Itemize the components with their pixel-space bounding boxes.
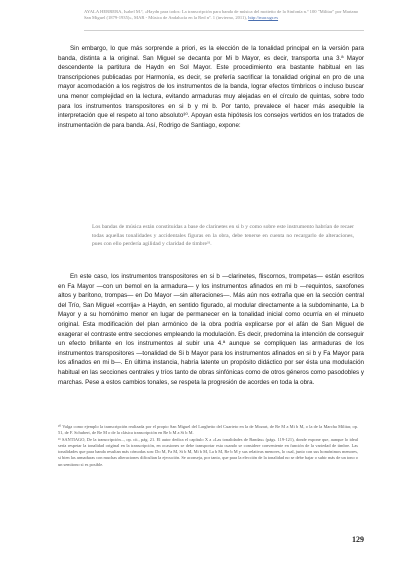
header-citation: AYALA HERRERA, Isabel M.ª, «Haydn para todos: La transcripción para banda de música del mottetto de la Sinfonía n.º 100 "Militar" por Mariano San Miguel (1879-1935)», MAR - Música de Andalucía en la Red nº. 1 (invierno, 2011), [84,9,359,20]
paragraph-2: En este caso, los instrumentos transpositores en si b —clarinetes, fliscornos, trompetas— están escritos en Fa Mayor —con un bemol en la armadura— y los instrumentos afinados en mi b —requintos, saxofones altos y barítono, trompas— en Do Mayor —sin alteraciones—. Más aún nos extraña que en la sección central del Trío, San Miguel «corrija» a Haydn, en sentido figurado, al modular directamente a la subdominante, La b Mayor y a su homónimo menor en lugar de permanecer en la tonalidad inicial como ocurría en el minueto original. Esta modificación del plan armónico de la obra podría explicarse por el afán de San Miguel de exagerar el contraste entre secciones empleando la modulación. Es decir, predomina la intención de conseguir un efecto brillante en los instrumentos al subir una 4.ª aunque se compliquen las armaduras de los instrumentos transpositores —tonalidad de Si b Mayor para los instrumentos afinados en si b y Fa Mayor para los afinados en mi b—. En última instancia, habría latente un propósito didáctico por ser ésta una modulación habitual en las secciones centrales y tríos tanto de obras sinfónicas como de otros géneros como pasodobles y marchas. Pese a estos cambios tonales, se respeta la progresión de acordes en toda la obra. [58,273,364,386]
header-link[interactable]: http://mar.ugr.es [248,15,279,20]
header-divider [84,30,364,31]
main-text-bottom [58,272,364,387]
running-header [84,9,364,21]
footnote-31: ³¹ SANTIAGO, De la transcripción..., op. cit., pág. 21. El autor dedica el capítulo X a «Las tonalidades de Bandas» (págs. 119-121), donde expone que, aunque lo ideal sería respetar la tonalidad original en la transcripción, en ocasiones se debe transportar esta cuando se considere conveniente en función de la variedad de timbre. Las tonalidades que para banda resultan más cómodas son: Do M, Fa M, Si b M, Mi b M, La b M, Re b M y sus relativas menores, lo cual, junto con sus homónimos menores, si bien las armaduras con muchas alteraciones dificultan la ejecución. Se aconseja, por tanto, que para la elección de la tonalidad no se debe bajar o subir más de un tono o un semitono si es posible. [58,437,358,467]
footnotes [58,424,358,469]
paragraph-1: Sin embargo, lo que más sorprende a priori, es la elección de la tonalidad principal en la versión para banda, distinta a la original. San Miguel se decanta por Mi b Mayor, es decir, transporta una 3.ª Mayor descendente la partitura de Haydn en Sol Mayor. Este procedimiento era bastante habitual en las transcripciones publicadas por Harmonía, es decir, se prefería sacrificar la tonalidad original en pro de una mayor acomodación a los registros de los instrumentos de la banda, lograr efectos tímbricos o incluso buscar una menor complejidad en la lectura, evitando armaduras muy alejadas en el círculo de quintas, sobre todo para los instrumentos transpositores en si b y mi b. Por tanto, prevalece el hacer más asequible la interpretación que el respeto al tono absoluto³⁰. Apoyan esta hipótesis los consejos vertidos en los tratados de instrumentación de para banda. Así, Rodrigo de Santiago, expone: [58,45,364,129]
page-number: 129 [352,535,364,544]
footnote-30: ³⁰ Valga como ejemplo la transcripción realizada por el propio San Miguel del Larghetto del Cuarteto en la de Mozart, de Re M a Mi b M, o la de la Marcha Militar, op. 51, de F. Schubert, de Re M o de la clásica transcripción en Re b M a Si b M. [58,424,358,436]
main-text-top [58,44,364,130]
block-quote: Los bandas de música están constituidas a base de clarinetes en si b y como sobre este instrumento habrían de recaer todas aquellas tonalidades y accidentales figuras en la obra, debe tenerse en cuenta no recargarlo de alteraciones, pues con ello perdería agilidad y claridad de timbre³¹. [92,224,354,248]
